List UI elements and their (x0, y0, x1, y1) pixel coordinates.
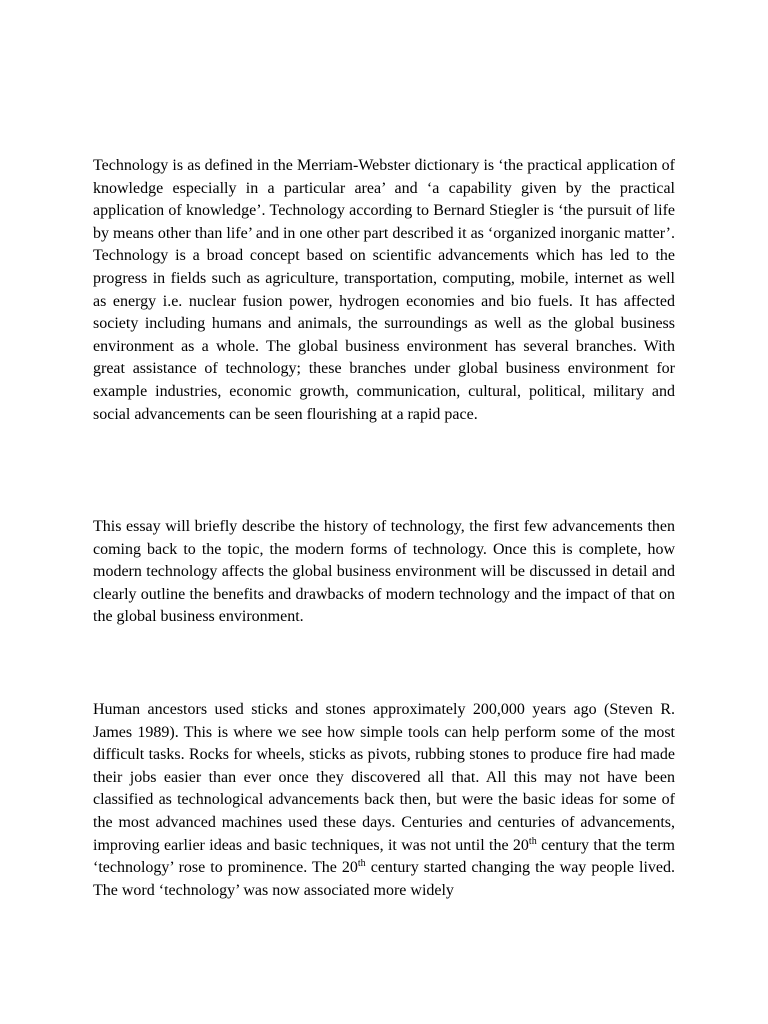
paragraph-technology-definition: Technology is as defined in the Merriam-Webster dictionary is ‘the practical application of knowledge especially in a particular area’ and ‘a capability given by the practical application of knowledge’. Technology according to Bernard Stiegler is ‘the pursuit of life by means other than life’ and in one other part described it as ‘organized inorganic matter’. Technology is a broad concept based on scientific advancements which has led to the progress in fields such as agriculture, transportation, computing, mobile, internet as well as energy i.e. nuclear fusion power, hydrogen economies and bio fuels. It has affected society including humans and animals, the surroundings as well as the global business environment as a whole. The global business environment has several branches. With great assistance of technology; these branches under global business environment for example industries, economic growth, communication, cultural, political, military and social advancements can be seen flourishing at a rapid pace. (93, 157, 675, 423)
ordinal-suffix: th (528, 835, 537, 847)
history-text-part-2: century that the term ‘technology’ rose to prominence. The 20 (93, 836, 676, 877)
history-text-part-3: century started changing the way people lived. The word ‘technology’ was now associated more widely (93, 859, 675, 899)
paragraph-essay-outline: This essay will briefly describe the history of technology, the first few advancements then coming back to the topic, the modern forms of technology. Once this is complete, how modern technology affects the global business environment will be discussed in detail and clearly outline the benefits and drawbacks of modern technology and the impact of that on the global business environment. (93, 518, 675, 626)
paragraph-history-of-technology (93, 699, 675, 902)
ordinal-suffix: th (357, 858, 366, 870)
history-text-part-1: Human ancestors used sticks and stones approximately 200,000 years ago (Steven R. James 1989). This is where we see how simple tools can help perform some of the most difficult tasks. Rocks for wheels, sticks as pivots, rubbing stones to produce fire had made their jobs easier than ever once they discovered all that. All this may not have been classified as technological advancements back then, but were the basic ideas for some of the most advanced machines used these days. Centuries and centuries of advancements, improving earlier ideas and basic techniques, it was not until the 20 (93, 701, 675, 854)
